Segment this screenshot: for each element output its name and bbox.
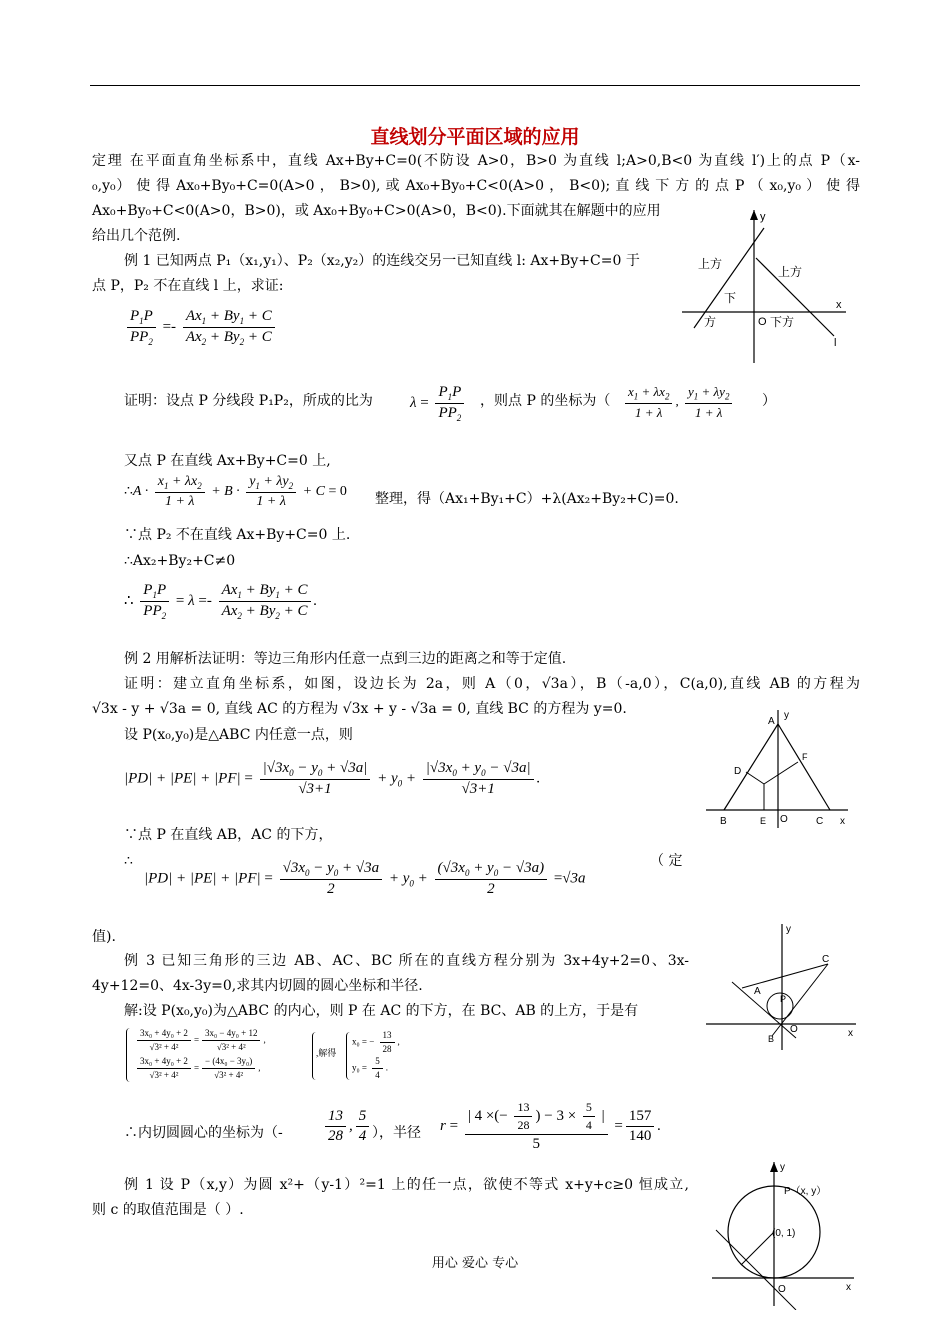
fig2-x-label: x <box>840 816 845 827</box>
ex1-ratio-equation: λ = $\frac{P_1P}{PP_2}$ <box>410 384 467 423</box>
ex4-line-2: 则 c 的取值范围是（ ）. <box>92 1202 244 1218</box>
ex1-substitution-equation: ∴A · $\frac{x_1 + \lambda x_2}{1 + \lambda}$ + B · $\frac{y_1 + \lambda y_2}{1 + \lambda}$ + C = 0 <box>124 474 347 509</box>
intro-line-2: ₀,y₀） 使 得 Ax₀+By₀+C=0(A>0 ， B>0), 或 Ax₀+By₀+C<0(A>0 ， B<0); 直 线 下 方 的 点 P （ x₀,y₀ ） 使 得 <box>92 178 860 194</box>
figure-equilateral-triangle <box>702 706 852 831</box>
ex1-line-1: 例 1 已知两点 P₁（x₁,y₁）、P₂（x₂,y₂）的连线交另一已知直线 l: Ax+By+C=0 于 <box>124 253 640 269</box>
ex3-line-3: 解:设 P(x₀,y₀)为△ABC 的内心，则 P 在 AC 的下方，在 BC、AB 的上方，于是有 <box>124 1003 639 1019</box>
ex2-line-6: ∴ <box>124 853 133 869</box>
ex1-proof-part-a: 证明：设点 P 分线段 P₁P₂，所成的比为 <box>124 393 373 409</box>
intro-line-3: Ax₀+By₀+C<0(A>0，B>0)，或 Ax₀+By₀+C>0(A>0，B<0).下面就其在解题中的应用 <box>92 203 661 219</box>
ex3-line-2: 4y+12=0、4x-3y=0,求其内切圆的圆心坐标和半径. <box>92 978 423 994</box>
ex1-line-2: 点 P，P₂ 不在直线 l 上，求证: <box>92 278 284 294</box>
ex2-line-6b: （ 定 <box>650 853 683 869</box>
ex2-result-equation: |PD| + |PE| + |PF| = $\frac{√3x_0 - y_0 + √3a}{2}$ + $y_0$ + $\frac{(√3x_0 + y_0 - √3a)}{2}$ =√3a <box>144 860 586 897</box>
intro-line-1: 定理 在平面直角坐标系中，直线 Ax+By+C=0(不防设 A>0，B>0 为直线 l;A>0,B<0 为直线 l′)上的点 P（x- <box>92 153 860 169</box>
ex3-line-1: 例 3 已知三角形的三边 AB、AC、BC 所在的直线方程分别为 3x+4y+2=0、3x- <box>124 953 689 969</box>
fig2-y-label: y <box>784 710 789 721</box>
ex2-line-2: 证明：建立直角坐标系，如图，设边长为 2a，则 A（0，√3a），B（-a,0），C(a,0),直线 AB 的方程为 <box>124 676 860 692</box>
ex2-line-3: √3x - y + √3a = 0, 直线 AC 的方程为 √3x + y - √3a = 0, 直线 BC 的方程为 y=0. <box>92 701 627 717</box>
fig2-label-f: F <box>802 752 808 762</box>
fig4-y-label: y <box>780 1162 785 1173</box>
fig4-label-p: P（x, y） <box>784 1186 827 1197</box>
fig1-label-fang: 方 <box>704 315 717 329</box>
fig1-origin: O <box>758 316 767 328</box>
ex3-center-coordinates: $\frac{13}{28}$ , $\frac{5}{4}$ <box>322 1108 372 1145</box>
ex3-solve-label: ,解得 <box>316 1048 337 1058</box>
fig4-origin: O <box>778 1284 786 1295</box>
ex1-line-6: ∴Ax₂+By₂+C≠0 <box>124 553 236 569</box>
page-footer: 用心 爱心 专心 <box>431 1256 519 1271</box>
fig3-y-label: y <box>786 924 791 935</box>
fig1-y-label: y <box>760 211 766 223</box>
fig2-origin: O <box>780 814 788 825</box>
ex2-distance-sum-equation: |PD| + |PE| + |PF| = $\frac{|√3x_0 - y_0 + √3a|}{√3+1}$ + $y_0$ + $\frac{|√3x_0 + y_0 - √3a|}{√3+1}$ . <box>124 760 541 797</box>
figure-circle-tangent <box>708 1160 858 1310</box>
fig1-x-label: x <box>836 299 842 311</box>
ex1-point-coordinates: $\frac{x_1 + \lambda x_2}{1 + \lambda}$ , $\frac{y_1 + \lambda y_2}{1 + \lambda}$ <box>622 384 735 421</box>
ex1-line-5: ∵点 P₂ 不在直线 Ax+By+C=0 上. <box>124 527 351 543</box>
fig3-origin: O <box>790 1024 798 1035</box>
fig1-label-upper-right: 上方 <box>778 265 803 279</box>
ex1-line-4: 整理，得（Ax₁+By₁+C）+λ(Ax₂+By₂+C)=0. <box>375 491 679 507</box>
fig1-label-lower-right: 下方 <box>770 315 795 329</box>
fig4-x-label: x <box>846 1282 851 1293</box>
ex2-line-1: 例 2 用解析法证明：等边三角形内任意一点到三边的距离之和等于定值. <box>124 651 567 667</box>
figure-upper-lower-regions <box>676 208 856 368</box>
ex1-claim-equation: $\frac{P_1P}{PP_2}$ =- $\frac{Ax_1 + By_1 + C}{Ax_2 + By_2 + C}$ <box>124 308 278 347</box>
fig3-x-label: x <box>848 1028 853 1039</box>
ex2-line-5: ∵点 P 在直线 AB，AC 的下方， <box>124 827 333 843</box>
ex3-line-4a: ∴内切圆圆心的坐标为（- <box>124 1125 283 1141</box>
fig1-l-label: l <box>834 337 837 349</box>
fig3-label-b: B <box>768 1034 775 1044</box>
ex2-line-4: 设 P(x₀,y₀)是△ABC 内任意一点，则 <box>124 727 353 743</box>
fig2-label-b: B <box>720 816 727 827</box>
ex1-line-3: 又点 P 在直线 Ax+By+C=0 上, <box>124 453 331 469</box>
header-rule <box>90 85 860 86</box>
fig3-label-c: C <box>822 954 830 965</box>
fig3-label-p: P <box>780 994 787 1004</box>
fig3-label-a: A <box>754 986 761 997</box>
fig2-label-e: E <box>760 816 767 826</box>
fig2-label-c: C <box>816 816 824 827</box>
fig1-label-lower: 下 <box>724 291 737 305</box>
intro-line-4: 给出几个范例. <box>92 228 181 244</box>
ex3-line-4b: ），半径 <box>372 1125 421 1141</box>
ex1-proof-part-c: ） <box>762 393 776 409</box>
ex1-conclusion-equation: ∴ $\frac{P_1P}{PP_2}$ = λ =- $\frac{Ax_1 + By_1 + C}{Ax_2 + By_2 + C}$ . <box>124 582 318 621</box>
fig4-center-label: (0, 1) <box>772 1228 796 1239</box>
fig2-label-d: D <box>734 766 742 777</box>
fig2-label-a: A <box>768 716 775 727</box>
ex2-line-7: 值). <box>92 929 116 945</box>
ex3-radius-equation: r = | 4 ×(− $\frac{13}{28}$ ) − 3 × $\frac{5}{4}$ | 5 = $\frac{157}{140}$ . <box>440 1100 662 1152</box>
ex1-proof-part-b: ，则点 P 的坐标为（ <box>480 393 611 409</box>
ex4-line-1: 例 1 设 P（x,y）为圆 x²+（y-1）²=1 上的任一点，欲使不等式 x+y+c≥0 恒成立, <box>124 1177 689 1193</box>
figure-incircle-triangle <box>702 920 862 1055</box>
page-title: 直线划分平面区域的应用 <box>370 126 580 148</box>
fig1-label-upper-left: 上方 <box>698 257 723 271</box>
